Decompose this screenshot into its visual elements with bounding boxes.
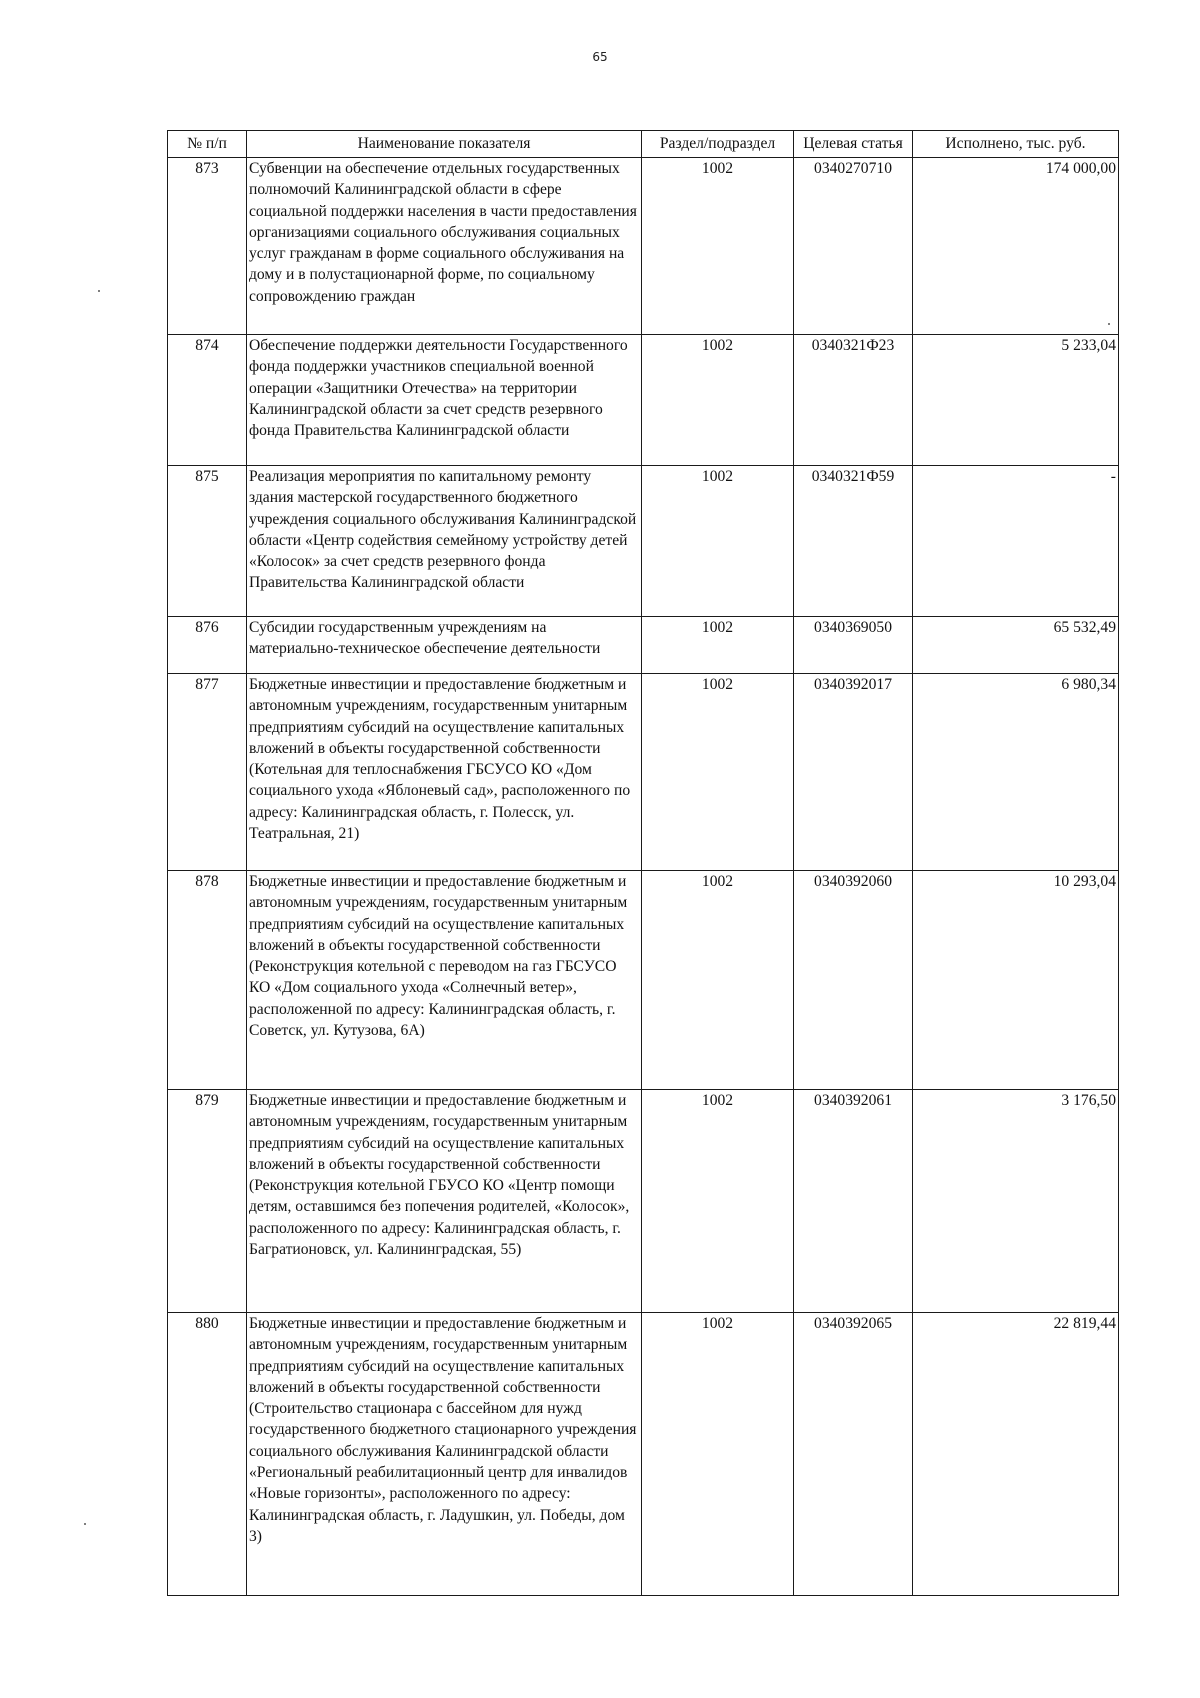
- row-section: 1002: [642, 158, 794, 335]
- row-name: Бюджетные инвестиции и предоставление бюджетным и автономным учреждениям, государственным унитарным предприятиям субсидий на осуществление капитальных вложений в объекты государственной собственности (Строительство стационара с бассейном для нужд государственного бюджетного стационарного учреждения социального обслуживания Калининградской области «Региональный реабилитационный центр для инвалидов «Новые горизонты», расположенного по адресу: Калининградская область, г. Ладушкин, ул. Победы, дом 3): [247, 1313, 642, 1596]
- row-section: 1002: [642, 335, 794, 466]
- row-target: 0340369050: [794, 617, 913, 674]
- row-executed: 6 980,34: [913, 674, 1119, 871]
- row-target: 0340270710: [794, 158, 913, 335]
- budget-execution-table: [167, 130, 1119, 1596]
- row-num: 873: [168, 158, 247, 335]
- row-target: 0340392060: [794, 871, 913, 1090]
- row-section: 1002: [642, 871, 794, 1090]
- table-header: [168, 131, 1119, 158]
- row-name: Субвенции на обеспечение отдельных государственных полномочий Калининградской области в сфере социальной поддержки населения в части предоставления организациями социального обслуживания социальных услуг гражданам в форме социального обслуживания на дому и в полустационарной форме, по социальному сопровождению граждан: [247, 158, 642, 335]
- row-num: 879: [168, 1090, 247, 1313]
- row-executed: 174 000,00: [913, 158, 1119, 335]
- page-number: 65: [592, 50, 608, 64]
- table-row: [168, 617, 1119, 674]
- header-num: № п/п: [168, 131, 247, 158]
- row-section: 1002: [642, 1313, 794, 1596]
- row-target: 0340392061: [794, 1090, 913, 1313]
- row-num: 875: [168, 466, 247, 617]
- scan-speck: [1108, 323, 1110, 325]
- header-executed: Исполнено, тыс. руб.: [913, 131, 1119, 158]
- header-target: Целевая статья: [794, 131, 913, 158]
- table-row: [168, 158, 1119, 335]
- scan-speck: [84, 1523, 86, 1525]
- row-name: Реализация мероприятия по капитальному ремонту здания мастерской государственного бюджетного учреждения социального обслуживания Калининградской области «Центр содействия семейному устройству детей «Колосок» за счет средств резервного фонда Правительства Калининградской области: [247, 466, 642, 617]
- row-num: 874: [168, 335, 247, 466]
- row-name: Бюджетные инвестиции и предоставление бюджетным и автономным учреждениям, государственным унитарным предприятиям субсидий на осуществление капитальных вложений в объекты государственной собственности (Реконструкция котельной с переводом на газ ГБСУСО КО «Дом социального ухода «Солнечный ветер», расположенной по адресу: Калининградская область, г. Советск, ул. Кутузова, 6А): [247, 871, 642, 1090]
- row-section: 1002: [642, 617, 794, 674]
- row-num: 876: [168, 617, 247, 674]
- row-target: 0340321Ф23: [794, 335, 913, 466]
- row-name: Бюджетные инвестиции и предоставление бюджетным и автономным учреждениям, государственным унитарным предприятиям субсидий на осуществление капитальных вложений в объекты государственной собственности (Реконструкция котельной ГБУСО КО «Центр помощи детям, оставшимся без попечения родителей, «Колосок», расположенного по адресу: Калининградская область, г. Багратионовск, ул. Калининградская, 55): [247, 1090, 642, 1313]
- row-executed: 10 293,04: [913, 871, 1119, 1090]
- scan-speck: [98, 290, 100, 292]
- row-section: 1002: [642, 466, 794, 617]
- row-executed: 3 176,50: [913, 1090, 1119, 1313]
- row-num: 878: [168, 871, 247, 1090]
- row-num: 877: [168, 674, 247, 871]
- row-target: 0340321Ф59: [794, 466, 913, 617]
- table-row: [168, 674, 1119, 871]
- row-section: 1002: [642, 1090, 794, 1313]
- table-row: [168, 335, 1119, 466]
- table-body: [168, 158, 1119, 1596]
- row-name: Бюджетные инвестиции и предоставление бюджетным и автономным учреждениям, государственным унитарным предприятиям субсидий на осуществление капитальных вложений в объекты государственной собственности (Котельная для теплоснабжения ГБСУСО КО «Дом социального ухода «Яблоневый сад», расположенного по адресу: Калининградская область, г. Полесск, ул. Театральная, 21): [247, 674, 642, 871]
- table-row: [168, 871, 1119, 1090]
- table-row: [168, 1090, 1119, 1313]
- row-name: Обеспечение поддержки деятельности Государственного фонда поддержки участников специальной военной операции «Защитники Отечества» на территории Калининградской области за счет средств резервного фонда Правительства Калининградской области: [247, 335, 642, 466]
- row-section: 1002: [642, 674, 794, 871]
- row-executed: 5 233,04: [913, 335, 1119, 466]
- header-row: [168, 131, 1119, 158]
- header-name: Наименование показателя: [247, 131, 642, 158]
- header-section: Раздел/подраздел: [642, 131, 794, 158]
- row-target: 0340392065: [794, 1313, 913, 1596]
- row-executed: -: [913, 466, 1119, 617]
- row-target: 0340392017: [794, 674, 913, 871]
- row-executed: 65 532,49: [913, 617, 1119, 674]
- row-num: 880: [168, 1313, 247, 1596]
- table-row: [168, 1313, 1119, 1596]
- row-executed: 22 819,44: [913, 1313, 1119, 1596]
- row-name: Субсидии государственным учреждениям на материально-техническое обеспечение деятельности: [247, 617, 642, 674]
- table-row: [168, 466, 1119, 617]
